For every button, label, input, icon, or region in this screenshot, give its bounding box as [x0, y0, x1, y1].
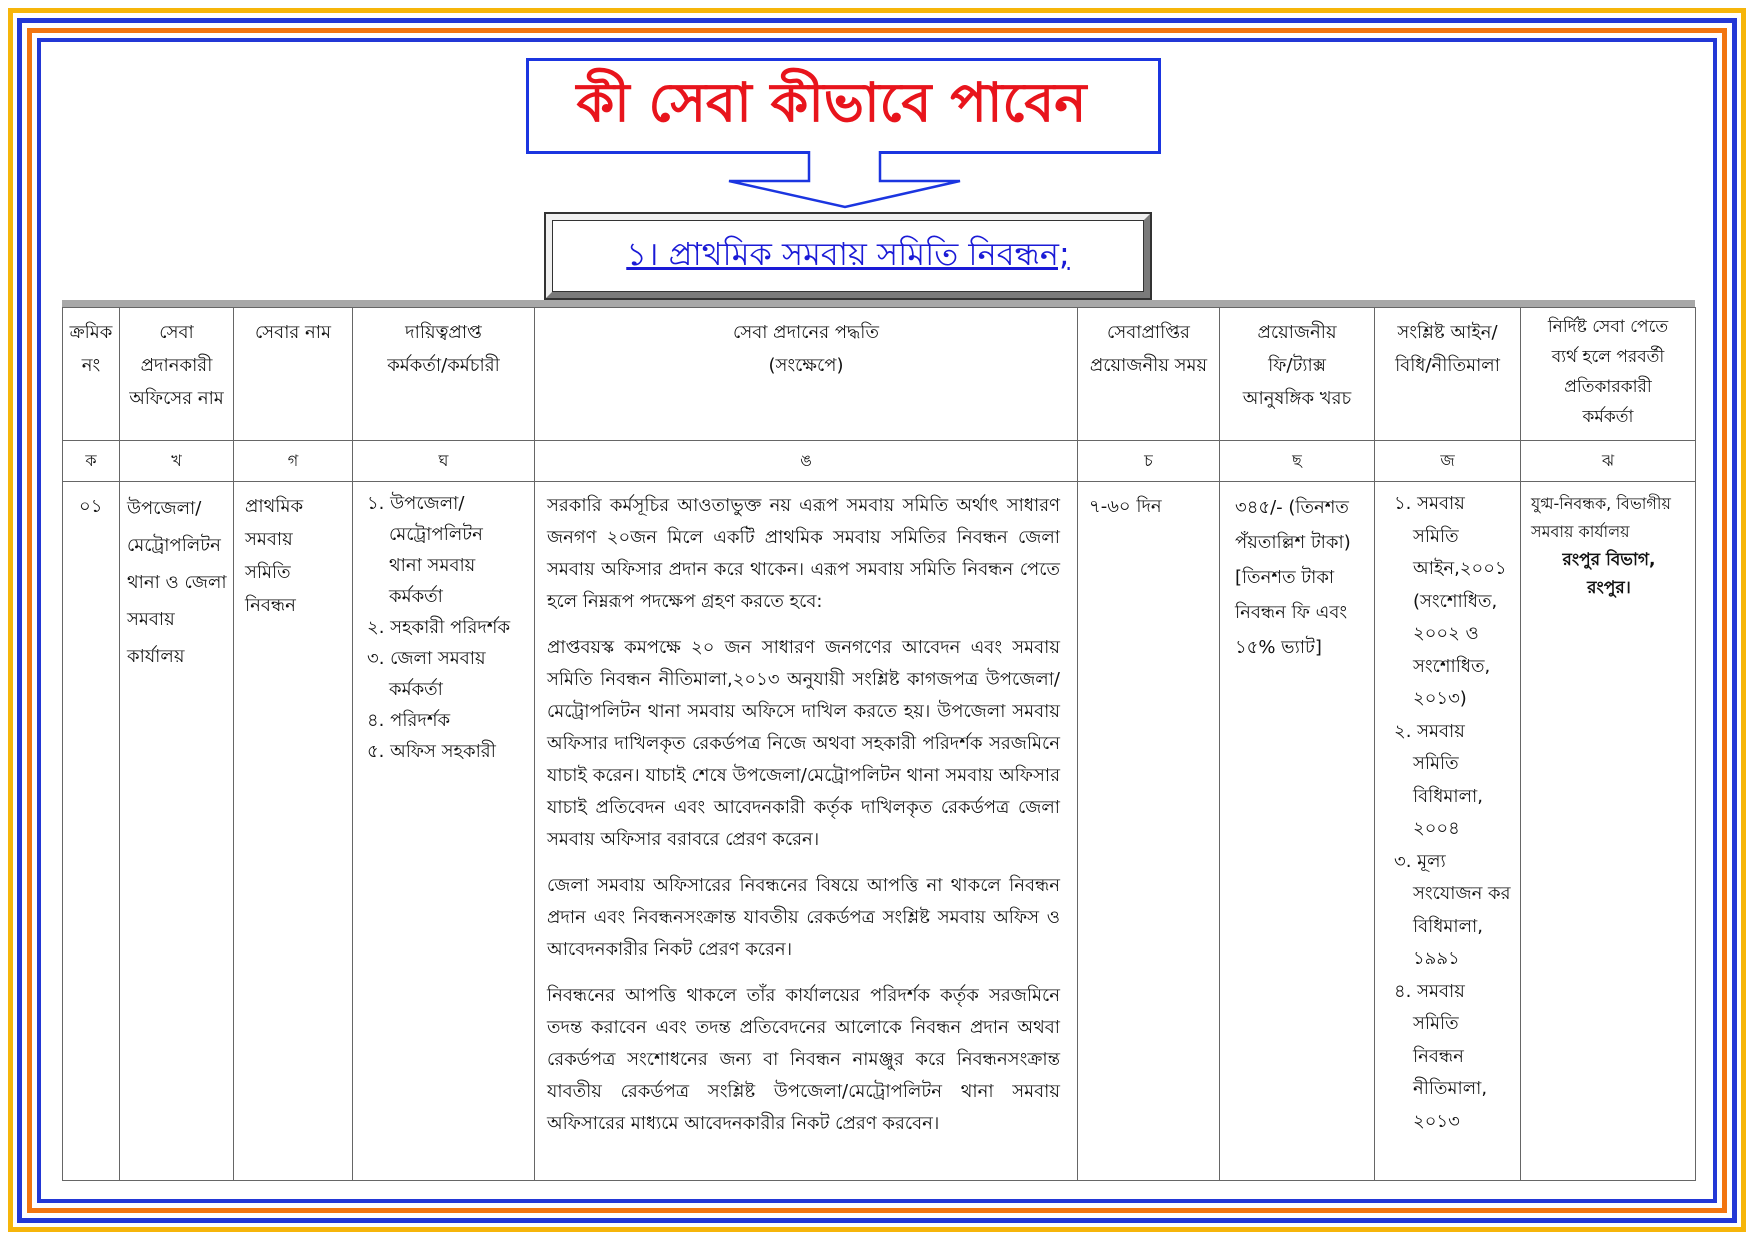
column-letter-text: জ [1440, 451, 1455, 470]
header-cell-service-name [234, 308, 353, 441]
officer-list [353, 482, 534, 1180]
header-line: দায়িত্বপ্রাপ্ত [405, 322, 482, 343]
table-top-band [62, 300, 1695, 307]
column-letter [1521, 441, 1696, 482]
serial-number: ০১ [79, 496, 103, 517]
table-row [63, 482, 1696, 1181]
service-time: ৭-৬০ দিন [1089, 496, 1162, 517]
header-cell-office [120, 308, 234, 441]
header-cell-redress [1521, 308, 1696, 441]
title-box [526, 58, 1161, 154]
cell-service-name [234, 482, 353, 1181]
service-charter-table [62, 307, 1696, 1181]
header-line: সেবার নাম [254, 322, 331, 343]
officer-item: ৫. অফিস সহকারী [367, 741, 496, 762]
section-heading: ১। প্রাথমিক সমবায় সমিতি নিবন্ধন; [626, 235, 1070, 273]
header-line: নং [81, 355, 101, 376]
service-fee: ৩৪৫/- (তিনশত পঁয়তাল্লিশ টাকা) [তিনশত টাকা নিবন্ধন ফি এবং ১৫% ভ্যাট] [1235, 497, 1351, 658]
header-cell-fee [1220, 308, 1375, 441]
officer-item: ১. উপজেলা/ মেট্রোপলিটন থানা সমবায় কর্মকর্তা [367, 493, 483, 607]
column-letter-text: ঝ [1601, 451, 1615, 470]
method-paragraph: প্রাপ্তবয়স্ক কমপক্ষে ২০ জন সাধারণ জনগণের আবেদন এবং সমবায় সমিতি নিবন্ধন নীতিমালা,২০১৩ অনুযায়ী সংশ্লিষ্ট কাগজপত্র উপজেলা/মেট্রোপলিটন থানা সমবায় অফিসে দাখিল করতে হয়। উপজেলা সমবায় অফিসার দাখিলকৃত রেকর্ডপত্র নিজে অথবা সহকারী পরিদর্শক সরজমিনে যাচাই করেন। যাচাই শেষে উপজেলা/মেট্রোপলিটন থানা সমবায় অফিসার যাচাই প্রতিবেদন এবং আবেদনকারী কর্তৃক দাখিলকৃত রেকর্ডপত্র জেলা সমবায় অফিসার বরাবরে প্রেরণ করেন। [547, 637, 1060, 850]
header-cell-serial [63, 308, 120, 441]
cell-redress [1521, 482, 1696, 1181]
header-line: প্রতিকারকারী [1564, 377, 1652, 397]
cell-office [120, 482, 234, 1181]
cell-fee [1220, 482, 1375, 1181]
header-line: সেবা [159, 322, 194, 343]
header-line: আনুষঙ্গিক খরচ [1242, 388, 1352, 409]
law-item: ১. সমবায় সমিতি আইন,২০০১ (সংশোধিত, ২০০২ ও সংশোধিত, ২০১৩) [1394, 493, 1507, 709]
officer-item: ৪. পরিদর্শক [367, 710, 451, 731]
header-line: প্রদানকারী [140, 355, 213, 376]
law-item: ২. সমবায় সমিতি বিধিমালা, ২০০৪ [1394, 720, 1483, 839]
law-list [1375, 482, 1520, 1180]
column-letter-text: ছ [1292, 451, 1302, 470]
service-name: প্রাথমিক সমবায় সমিতি নিবন্ধন [245, 496, 304, 616]
column-letter-text: ক [85, 451, 97, 470]
officer-item: ৩. জেলা সমবায় কর্মকর্তা [367, 648, 486, 700]
method-paragraph: জেলা সমবায় অফিসারের নিবন্ধনের বিষয়ে আপত্তি না থাকলে নিবন্ধন প্রদান এবং নিবন্ধনসংক্রান্ত যাবতীয় রেকর্ডপত্র সংশ্লিষ্ট সমবায় অফিস ও আবেদনকারীর নিকট প্রেরণ করেন। [547, 875, 1060, 960]
service-office: উপজেলা/ মেট্রোপলিটন থানা ও জেলা সমবায় কার্যালয় [127, 498, 227, 667]
header-cell-officers [353, 308, 535, 441]
cell-time [1078, 482, 1220, 1181]
down-arrow-icon [720, 150, 970, 212]
section-heading-panel [552, 220, 1144, 292]
header-line: সেবা প্রদানের পদ্ধতি [733, 322, 879, 343]
header-line: প্রয়োজনীয় সময় [1089, 355, 1208, 376]
page-title: কী সেবা কীভাবে পাবেন [576, 71, 1087, 134]
column-letter [63, 441, 120, 482]
header-line: ব্যর্থ হলে পরবর্তী [1551, 347, 1665, 367]
column-letter [1220, 441, 1375, 482]
column-letter-text: খ [171, 451, 182, 470]
law-item: ৩. মূল্য সংযোজন কর বিধিমালা, ১৯৯১ [1394, 850, 1511, 969]
column-letter-text: চ [1144, 451, 1153, 470]
header-line: বিধি/নীতিমালা [1395, 355, 1500, 376]
cell-law [1375, 482, 1521, 1181]
column-letter [120, 441, 234, 482]
cell-method [535, 482, 1078, 1181]
header-cell-method [535, 308, 1078, 441]
header-line: কর্মকর্তা/কর্মচারী [387, 355, 500, 376]
column-letter-row [63, 441, 1696, 482]
column-letter [353, 441, 535, 482]
cell-serial [63, 482, 120, 1181]
header-line: ক্রমিক [69, 322, 113, 343]
column-letter [1078, 441, 1220, 482]
section-heading-box [544, 212, 1152, 300]
header-line: নির্দিষ্ট সেবা পেতে [1547, 317, 1669, 337]
officer-item: ২. সহকারী পরিদর্শক [367, 617, 511, 638]
method-paragraph: নিবন্ধনের আপত্তি থাকলে তাঁর কার্যালয়ের পরিদর্শক কর্তৃক সরজমিনে তদন্ত করাবেন এবং তদন্ত প্রতিবেদনের আলোকে নিবন্ধন প্রদান অথবা রেকর্ডপত্র সংশোধনের জন্য বা নিবন্ধন নামঞ্জুর করে নিবন্ধনসংক্রান্ত যাবতীয় রেকর্ডপত্র সংশ্লিষ্ট উপজেলা/মেট্রোপলিটন থানা সমবায় অফিসারের মাধ্যমে আবেদনকারীর নিকট প্রেরণ করবেন। [547, 985, 1060, 1134]
header-line: সেবাপ্রাপ্তির [1107, 322, 1190, 343]
redress-place-line: রংপুর বিভাগ, [1562, 550, 1656, 570]
header-line: ফি/ট্যাক্স [1268, 355, 1326, 376]
method-text [535, 482, 1077, 1180]
header-cell-time [1078, 308, 1220, 441]
redress-office-text: যুগ্ম-নিবন্ধক, বিভাগীয় সমবায় কার্যালয় [1531, 494, 1671, 541]
redress-officer [1521, 482, 1695, 1180]
column-letter-text: গ [287, 451, 299, 470]
redress-place-line: রংপুর। [1587, 578, 1631, 598]
header-row [63, 308, 1696, 441]
column-letter [535, 441, 1078, 482]
header-line: অফিসের নাম [129, 388, 224, 409]
cell-officers [353, 482, 535, 1181]
column-letter-text: ঙ [800, 451, 812, 470]
header-line: (সংক্ষেপে) [768, 355, 844, 376]
header-line: কর্মকর্তা [1582, 407, 1634, 427]
law-item: ৪. সমবায় সমিতি নিবন্ধন নীতিমালা, ২০১৩ [1394, 980, 1488, 1132]
column-letter [1375, 441, 1521, 482]
header-line: প্রয়োজনীয় [1257, 322, 1337, 343]
column-letter [234, 441, 353, 482]
method-paragraph: সরকারি কর্মসূচির আওতাভুক্ত নয় এরূপ সমবায় সমিতি অর্থাৎ সাধারণ জনগণ ২০জন মিলে একটি প্রাথমিক সমবায় সমিতির নিবন্ধন জেলা সমবায় অফিসার প্রদান করে থাকেন। এরূপ সমবায় সমিতি নিবন্ধন পেতে হলে নিম্নরূপ পদক্ষেপ গ্রহণ করতে হবে: [547, 495, 1060, 612]
header-line: সংশ্লিষ্ট আইন/ [1397, 322, 1498, 343]
header-cell-law [1375, 308, 1521, 441]
column-letter-text: ঘ [438, 451, 449, 470]
